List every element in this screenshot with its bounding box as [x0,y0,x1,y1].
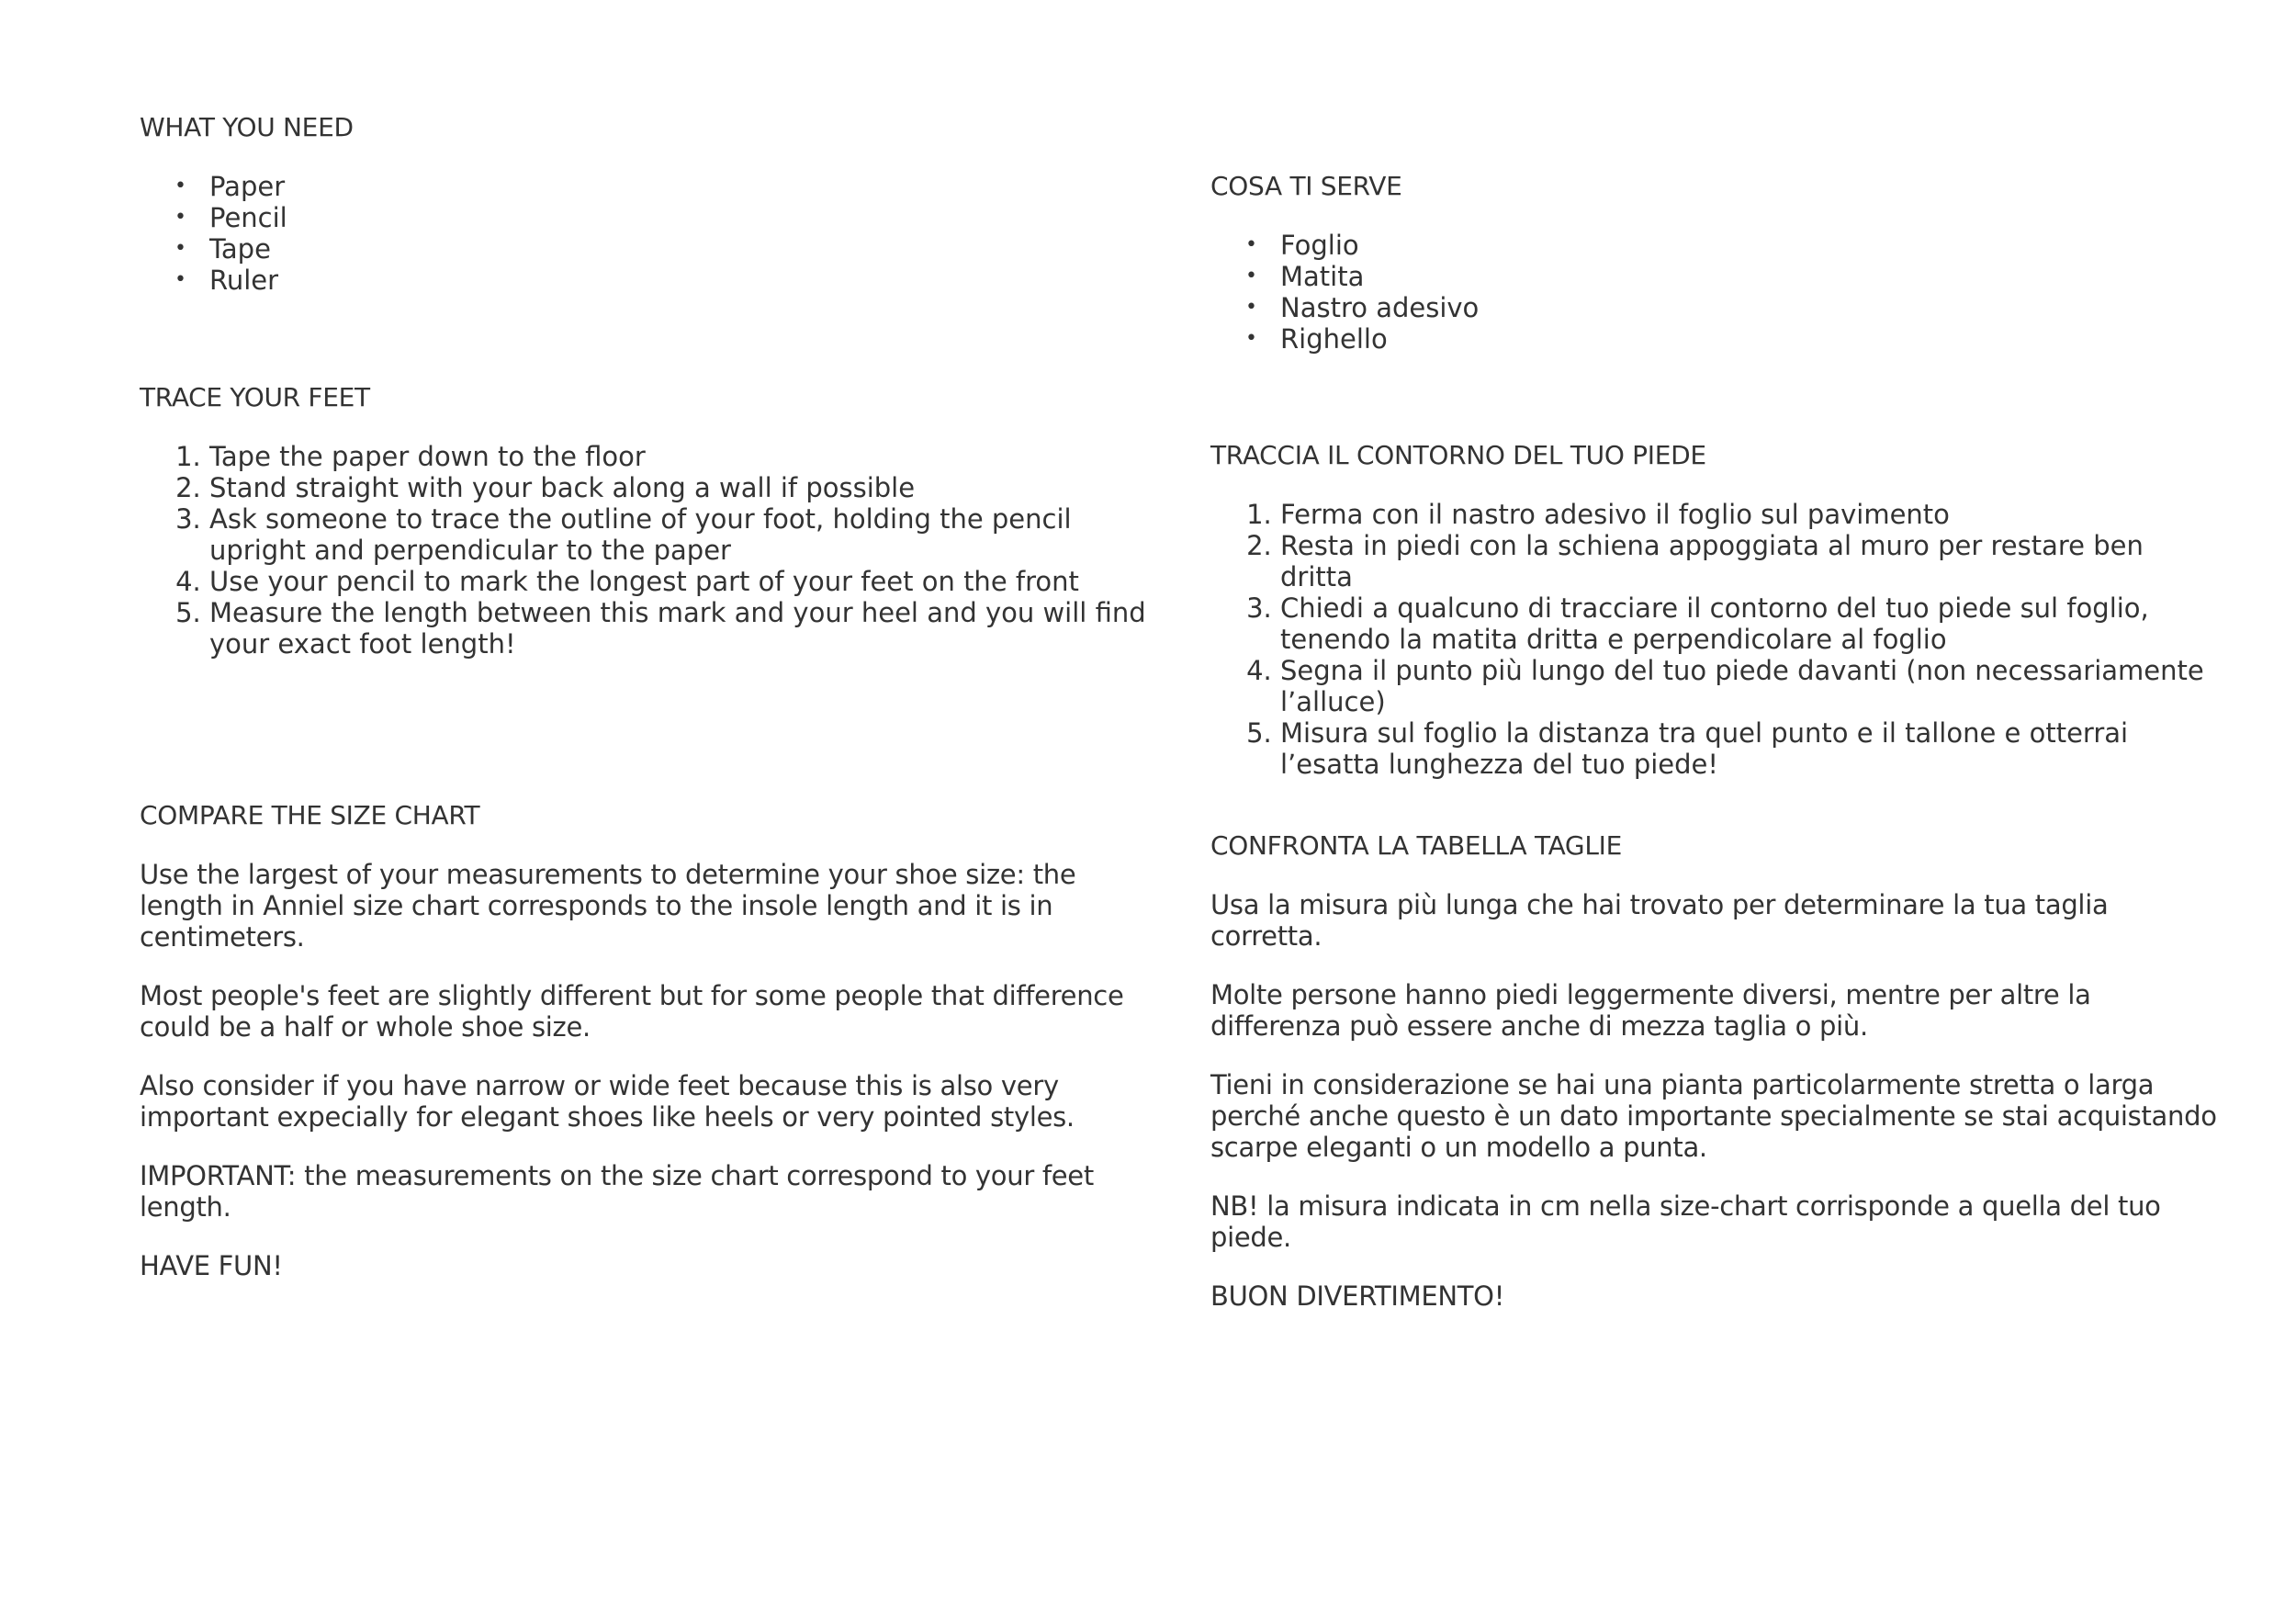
steps-list [140,441,1150,660]
paragraph: IMPORTANT: the measurements on the size chart correspond to your feet length. [140,1160,1094,1223]
list-item: 3. Ask someone to trace the outline of your foot, holding the pencil upright and perpendicular to the paper [209,503,1150,566]
list-item: 2. Resta in piedi con la schiena appoggiata al muro per restare ben dritta [1280,530,2221,592]
list-item: • Righello [1280,323,2221,355]
compare-size-chart-section [140,800,1150,1281]
confronta-tabella-section [1210,830,2221,1312]
section-heading: TRACE YOUR FEET [140,382,370,412]
list-item: 4. Segna il punto più lungo del tuo piede davanti (non necessariamente l’alluce) [1280,655,2221,717]
list-item: • Tape [209,233,1150,265]
list-item: 5. Misura sul foglio la distanza tra quel punto e il tallone e otterrai l’esatta lunghezza del tuo piede! [1280,717,2221,780]
paragraph: Molte persone hanno piedi leggermente diversi, mentre per altre la differenza può essere anche di mezza taglia o più. [1210,979,2091,1042]
list-item: • Foglio [1280,230,2221,261]
list-item: • Matita [1280,261,2221,292]
section-heading: COMPARE THE SIZE CHART [140,800,480,830]
paragraph: Also consider if you have narrow or wide feet because this is also very important expecially for elegant shoes like heels or very pointed styles. [140,1070,1075,1133]
list-item: • Ruler [209,265,1150,296]
paragraph-group [1210,889,2221,1312]
section-heading: TRACCIA IL CONTORNO DEL TUO PIEDE [1210,440,1706,470]
paragraph: Use the largest of your measurements to determine your shoe size: the length in Anniel size chart corresponds to the insole length and it is in centimeters. [140,859,1076,953]
list-item: • Pencil [209,202,1150,233]
paragraph: NB! la misura indicata in cm nella size-chart corrisponde a quella del tuo piede. [1210,1190,2161,1253]
traccia-contorno-section [1210,440,2221,780]
list-item: 4. Use your pencil to mark the longest part of your feet on the front [209,566,1150,597]
list-item: 1. Tape the paper down to the floor [209,441,1150,472]
list-item: 2. Stand straight with your back along a wall if possible [209,472,1150,503]
steps-list [1210,499,2221,780]
list-item: • Paper [209,171,1150,202]
trace-your-feet-section [140,382,1150,660]
paragraph-group [140,859,1150,1281]
section-heading: CONFRONTA LA TABELLA TAGLIE [1210,830,1622,861]
list-item: 5. Measure the length between this mark and your heel and you will find your exact foot length! [209,597,1150,660]
paragraph: HAVE FUN! [140,1250,283,1281]
paragraph: Usa la misura più lunga che hai trovato per determinare la tua taglia corretta. [1210,889,2109,952]
list-item: 3. Chiedi a qualcuno di tracciare il contorno del tuo piede sul foglio, tenendo la matita dritta e perpendicolare al foglio [1280,592,2221,655]
list-item: 1. Ferma con il nastro adesivo il foglio sul pavimento [1280,499,2221,530]
materials-list [1210,230,2221,355]
paragraph: Most people's feet are slightly different but for some people that difference could be a half or whole shoe size. [140,980,1124,1043]
section-heading: WHAT YOU NEED [140,112,354,142]
paragraph: BUON DIVERTIMENTO! [1210,1280,1505,1312]
list-item: • Nastro adesivo [1280,292,2221,323]
cosa-ti-serve-section [1210,171,2221,355]
materials-list [140,171,1150,296]
what-you-need-section [140,112,1150,296]
paragraph: Tieni in considerazione se hai una pianta particolarmente stretta o larga perché anche questo è un dato importante specialmente se stai acquistando scarpe eleganti o un modello a punta. [1210,1069,2217,1163]
section-heading: COSA TI SERVE [1210,171,1402,201]
